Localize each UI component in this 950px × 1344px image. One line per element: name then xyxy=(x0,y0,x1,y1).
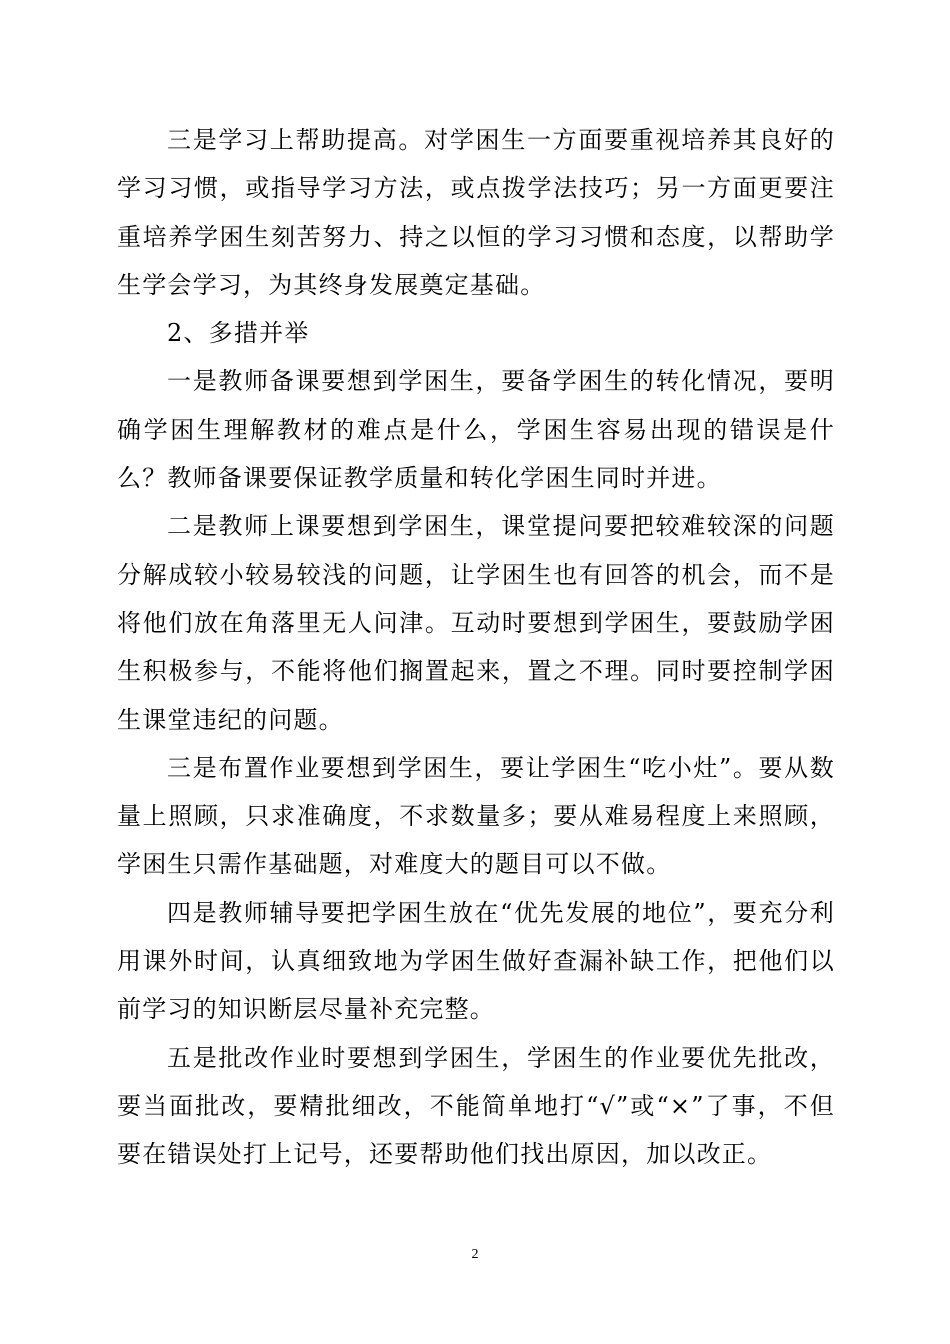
paragraph-homework: 三是布置作业要想到学困生，要让学困生“吃小灶”。要从数量上照顾，只求准确度，不求数量多；要从难易程度上来照顾，学困生只需作基础题，对难度大的题目可以不做。 xyxy=(117,753,835,879)
paragraph-grading: 五是批改作业时要想到学困生，学困生的作业要优先批改，要当面批改，要精批细改，不能简单地打“√”或“×”了事，不但要在错误处打上记号，还要帮助他们找出原因，加以改正。 xyxy=(117,1043,835,1169)
paragraph-lesson-prep: 一是教师备课要想到学困生，要备学困生的转化情况，要明确学困生理解教材的难点是什么，学困生容易出现的错误是什么？教师备课要保证教学质量和转化学困生同时并进。 xyxy=(117,367,835,493)
paragraph-classroom: 二是教师上课要想到学困生，课堂提问要把较难较深的问题分解成较小较易较浅的问题，让学困生也有回答的机会，而不是将他们放在角落里无人问津。互动时要想到学困生，要鼓励学困生积极参与，不能将他们搁置起来，置之不理。同时要控制学困生课堂违纪的问题。 xyxy=(117,512,835,734)
paragraph-learning-help: 三是学习上帮助提高。对学困生一方面要重视培养其良好的学习习惯，或指导学习方法，或点拨学法技巧；另一方面更要注重培养学困生刻苦努力、持之以恒的学习习惯和态度，以帮助学生学会学习，为其终身发展奠定基础。 xyxy=(117,126,835,299)
document-body xyxy=(117,116,835,1179)
paragraph-tutoring: 四是教师辅导要把学困生放在“优先发展的地位”，要充分利用课外时间，认真细致地为学困生做好查漏补缺工作，把他们以前学习的知识断层尽量补充完整。 xyxy=(117,898,835,1024)
page-number: 2 xyxy=(471,1247,479,1262)
section-heading-measures: 2、多措并举 xyxy=(167,319,310,348)
